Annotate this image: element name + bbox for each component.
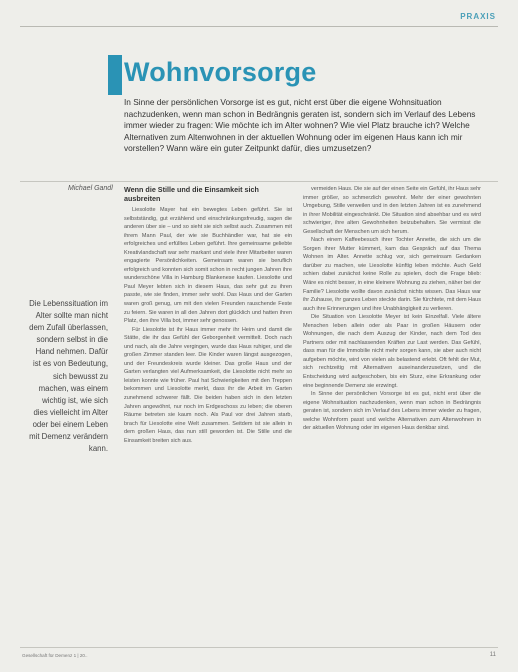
- body-column-right: [303, 185, 481, 433]
- body-paragraph: Die Situation von Liesolotte Meyer ist kein Einzelfall. Viele ältere Menschen leben allein oder als Paar in großen Häusern oder Wohnungen, die nach dem Auszug der Kinder, nach dem Tod des Partners oder mit nachlassenden Kräften zur Last werden. Das Gefühl, dass man für die Immobilie nicht mehr sorgen kann, sie aber auch nicht aufgeben möchte, wird von vielen als belastend erlebt. Oft fehlt der Mut, sich rechtzeitig mit Alternativen auseinanderzusetzen, und die Entscheidung wird aufgeschoben, bis ein Sturz, eine Erkrankung oder eine beginnende Demenz sie erzwingt.: [303, 314, 481, 389]
- footer-divider: [20, 647, 498, 648]
- body-paragraph: Nach einem Kaffeebesuch ihrer Tochter Annette, die sich um die Sorgen ihrer Mutter kümmert, kam das Gespräch auf das Thema Wohnen im Alter. Annette schlug vor, sich gemeinsam Gedanken darüber zu machen, wie Liesolotte künftig leben möchte. Auch Geld schien dabei zunächst keine Rolle zu spielen, doch die Frage blieb: Wäre es nicht besser, in eine kleinere Wohnung zu ziehen, näher bei der Familie? Liesolotte wollte davon zunächst nichts wissen. Das Haus war ihr Zuhause, ihr ganzes Leben steckte darin. Sie fürchtete, mit dem Haus auch ihre Erinnerungen und ihre Unabhängigkeit zu verlieren.: [303, 237, 481, 312]
- article-subhead: Wenn die Stille und die Einsamkeit sich ausbreiten: [124, 185, 259, 203]
- pull-quote: Die Lebenssituation im Alter sollte man nicht dem Zufall überlassen, sondern selbst in die Hand nehmen. Dafür ist es von Bedeutung, sich bewusst zu machen, was einem wichtig ist, wie sich dies vielleicht im Alter oder bei einem Leben mit Demenz verändern kann.: [29, 299, 108, 454]
- intro-divider: [20, 181, 498, 182]
- body-paragraph: Für Liesolotte ist ihr Haus immer mehr ihr Heim und damit die Stätte, die ihr das Gefühl der Geborgenheit vermittelt. Doch nach und nach, als die Jahre vergingen, wurde das Haus ruhiger, und die großen Zimmer standen leer. Die Kinder waren längst ausgezogen, und der Freundeskreis wurde kleiner. Das große Haus und der Garten verlangten viel Aufmerksamkeit, die Liesolotte nicht mehr so leisten konnte wie früher. Paul hat Schwierigkeiten mit den Treppen bekommen und Liesolotte merkt, dass ihr die Arbeit im Garten zunehmend schwerer fällt. Die beiden haben sich in den letzten Jahren angewöhnt, nur noch im Erdgeschoss zu leben; die oberen Räume betreten sie kaum noch. Als Paul vor drei Jahren starb, brach für Liesolotte eine Welt zusammen. Seitdem ist sie allein in dem großen Haus, das nun still geworden ist. Die Stille und die Einsamkeit breiten sich aus.: [124, 326, 292, 444]
- top-divider: [20, 26, 498, 27]
- article-intro: In Sinne der persönlichen Vorsorge ist es gut, nicht erst über die eigene Wohnsituation nachzudenken, wenn man schon in Bedrängnis geraten ist, sondern sich im Verlauf des Lebens immer wieder zu fragen: Wie möchte ich im Alter wohnen? Wie viel Platz brauche ich? Welche Alternativen zum Altenwohnen in der aktuellen Wohnung oder im eigenen Haus kann ich mir vorstellen? Wann wäre ein guter Zeitpunkt dafür, dies umzusetzen?: [124, 97, 476, 154]
- body-paragraph: In Sinne der persönlichen Vorsorge ist es gut, nicht erst über die eigene Wohnsituation nachzudenken, wenn man schon in Bedrängnis geraten ist, sondern sich im Verlauf des Lebens immer wieder zu fragen, welche Wohnform passt und welche Alternativen zum Altenwohnen in der aktuellen Wohnung oder im eigenen Haus denkbar sind.: [303, 391, 481, 432]
- footer-publication: Gesellschaft für Demenz 1 | 20..: [22, 653, 88, 658]
- article-title: Wohnvorsorge: [124, 57, 317, 87]
- title-accent-bar: [108, 55, 122, 95]
- body-paragraph: vermeiden Haus. Die sie auf der einen Seite ein Gefühl, ihr Haus sehr immer größer, so schmerzlich gewohnt. Mehr der einer gewohnten Umgebung, Stille verweilen und in den letzten Jahren ist es zunehmend in ihrer Mobilität eingeschränkt. Die Situation sind absehbar und es wird schwieriger, ihre alten Gewohnheiten beizubehalten. Sie vermisst die Gesellschaft der Menschen um sich herum.: [303, 186, 481, 235]
- section-tag: PRAXIS: [460, 12, 496, 21]
- page-number: 11: [489, 652, 496, 658]
- body-column-left: [124, 206, 292, 445]
- body-paragraph: Liesolotte Mayer hat ein bewegtes Leben geführt. Sie ist selbstständig, gut erzählend und einschränkungsfreudig, sagen die anderen über sie – und so sieht sie sich selbst auch. Zusammen mit ihrem Mann Paul, der wie sie Buchhändler war, hat sie ein erfolgreiches und erfülltes Leben geführt. Ihre gemeinsame geliebte Kreativlandschaft war sehr markant und viele ihrer Mitarbeiter waren engagierte Persönlichkeiten. Gemeinsam waren sie beruflich erfolgreich und konnten sich somit schon in recht jungen Jahren ihre wunderschöne Villa in Hamburg Blankenese kaufen. Liesolotte und Paul Meyer lebten sich in diesem Haus, das sehr gut zu ihren passte, wie sie finden, immer sehr wohl. Das Haus und der Garten waren groß genug, um mit den vielen Freunden rauschende Feste zu feiern. Sie waren in all den Jahren dort glücklich und hatten ihren Platz, den ihre Villa bot, immer sehr genossen.: [124, 207, 292, 325]
- author-name: Michael Gandl: [68, 185, 113, 192]
